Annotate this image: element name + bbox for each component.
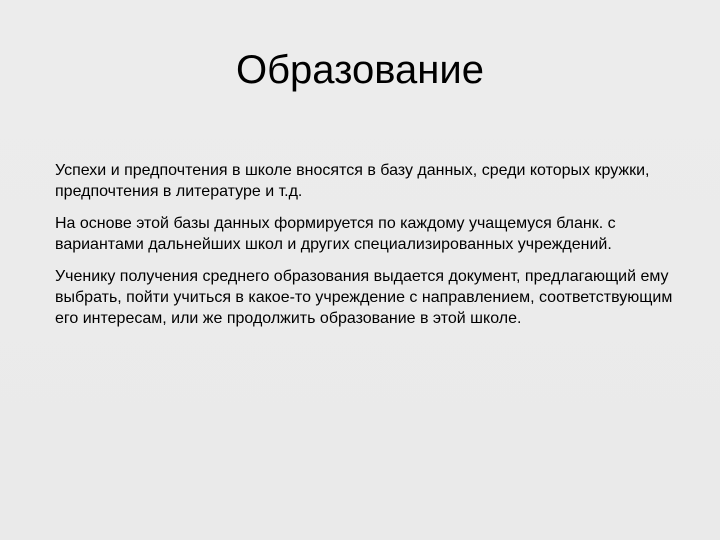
body-paragraph-2: На основе этой базы данных формируется по каждому учащемуся бланк. с вариантами дальнейших школ и других специализированных учреждений. — [55, 215, 616, 253]
body-paragraph-1: Успехи и предпочтения в школе вносятся в базу данных, среди которых кружки, предпочтения в литературе и т.д. — [55, 162, 650, 200]
slide-title: Образование — [236, 48, 484, 92]
slide-body — [55, 160, 685, 340]
body-paragraph-3: Ученику получения среднего образования выдается документ, предлагающий ему выбрать, пойти учиться в какое-то учреждение с направлением, соответствующим его интересам, или же продолжить образование в этой школе. — [55, 268, 673, 327]
